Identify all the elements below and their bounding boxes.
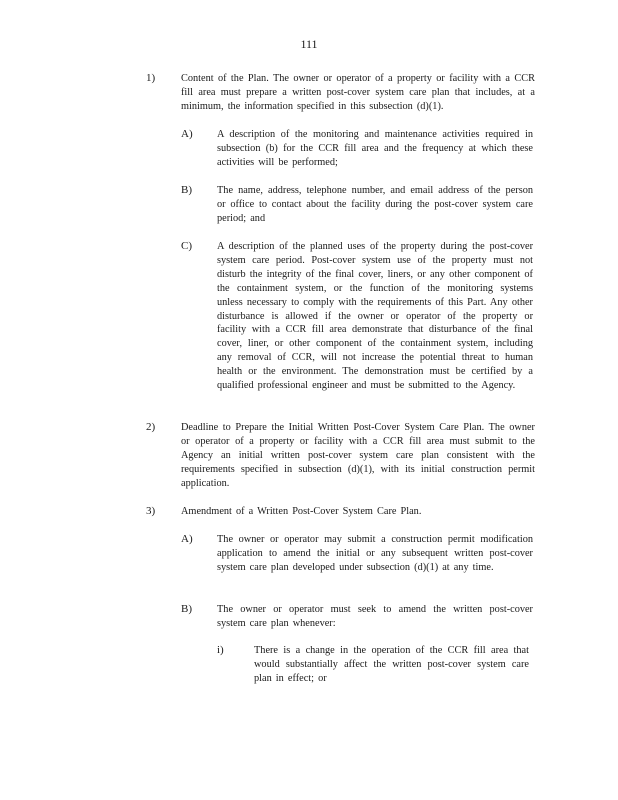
item-label: i) — [217, 644, 224, 656]
item-label: B) — [181, 184, 192, 196]
item-text: A description of the planned uses of the property during the post-cover system care period. Post-cover system use of the property must not disturb the integrity of the final cover, liners, or any other component of the containment system, or the function of the monitoring systems unless necessary to comply with the requirements of this Part. Any other disturbance is allowed if the owner or operator of the property or facility with a CCR fill area demonstrate that disturbance of the final cover, liner, or other component of the containment system, including any removal of CCR, will not increase the potential threat to human health or the environment. The demonstration must be certified by a qualified professional engineer and must be submitted to the Agency. — [217, 241, 533, 392]
item-text: The owner or operator must seek to amend the written post-cover system care plan whenever: — [217, 604, 533, 629]
item-label: 1) — [146, 72, 156, 84]
item-label: 2) — [146, 421, 156, 433]
item-label: C) — [181, 240, 192, 252]
item-text: A description of the monitoring and maintenance activities required in subsection (b) for the CCR fill area and the frequency at which these activities will be performed; — [217, 129, 533, 168]
item-text: Amendment of a Written Post-Cover System Care Plan. — [181, 506, 422, 517]
item-label: A) — [181, 533, 193, 545]
page-number: 111 — [300, 37, 318, 51]
item-text: The name, address, telephone number, and email address of the person or office to contact about the facility during the post-cover system care period; and — [217, 185, 533, 224]
item-text: Content of the Plan. The owner or operator of a property or facility with a CCR fill area must prepare a written post-cover system care plan that includes, at a minimum, the information specified in this subsection (d)(1). — [181, 73, 535, 112]
item-label: 3) — [146, 505, 156, 517]
item-text: The owner or operator may submit a construction permit modification application to amend the initial or any subsequent written post-cover system care plan developed under subsection (d)(1) at any time. — [217, 534, 533, 573]
item-label: A) — [181, 128, 193, 140]
item-text: There is a change in the operation of the CCR fill area that would substantially affect the written post-cover system care plan in effect; or — [254, 645, 529, 684]
item-label: B) — [181, 603, 192, 615]
item-text: Deadline to Prepare the Initial Written Post-Cover System Care Plan. The owner or operator of a property or facility with a CCR fill area must submit to the Agency an initial written post-cover system care plan consistent with the requirements specified in subsection (d)(1), with its initial construction permit application. — [181, 422, 535, 489]
